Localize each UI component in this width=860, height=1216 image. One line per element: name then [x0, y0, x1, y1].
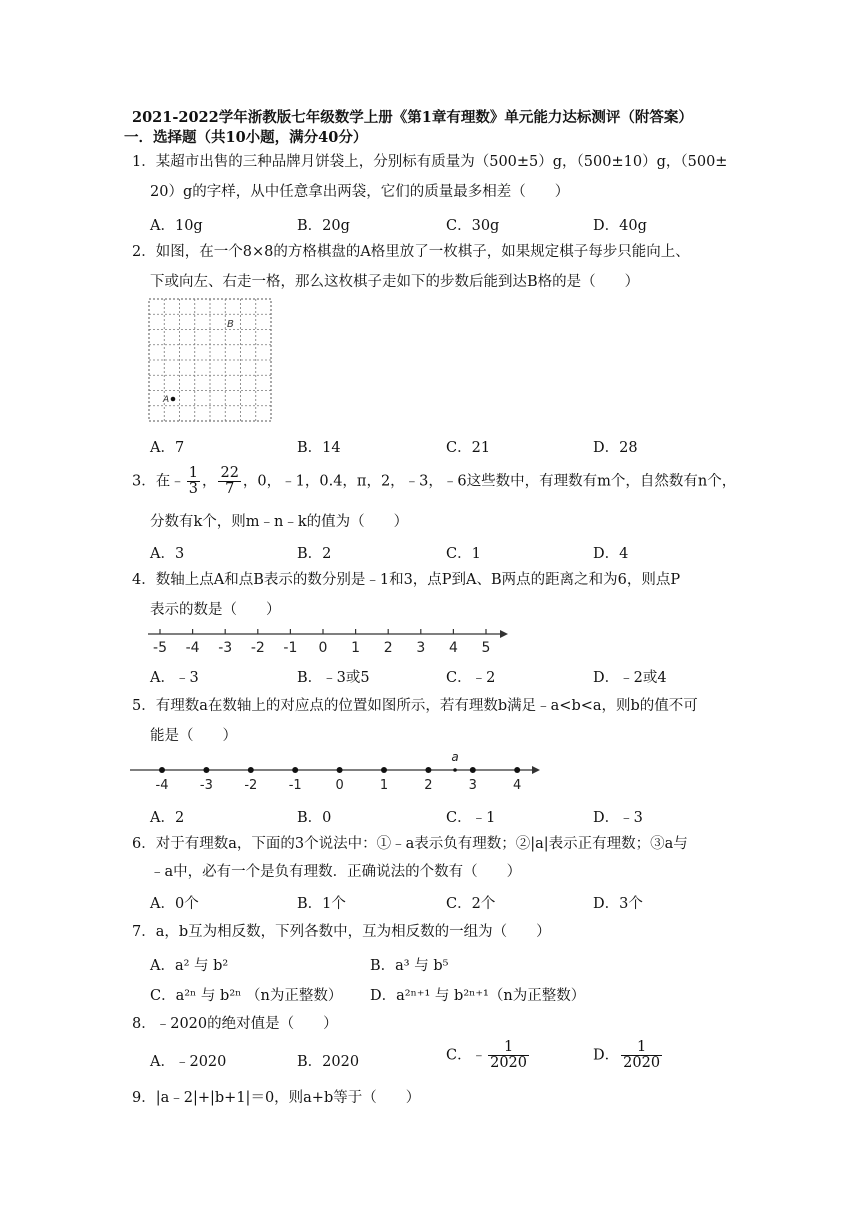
q8-option-a: A．﹣2020: [150, 1054, 227, 1070]
q8-option-d-fraction: $\frac{1}{2020}$: [623, 1039, 661, 1072]
q5-tick-dot: [159, 767, 165, 773]
q5-tick-label: -3: [199, 778, 213, 793]
q6-line2: ﹣a中，必有一个是负有理数．正确说法的个数有（ ）: [150, 864, 522, 880]
q5-line2: 能是（ ）: [150, 728, 237, 744]
q7-option-c: C．a²ⁿ 与 b²ⁿ （n为正整数）: [150, 988, 343, 1004]
q5-option-b: B．0: [297, 810, 332, 826]
q6-option-d: D．3个: [593, 896, 643, 912]
q6-option-a: A．0个: [150, 896, 199, 912]
q6-option-b: B．1个: [297, 896, 346, 912]
q5-tick-dot: [470, 767, 476, 773]
q4-tick-label: 1: [351, 640, 361, 656]
q5-option-c: C．﹣1: [446, 810, 496, 826]
q7-option-a: A．a² 与 b²: [150, 958, 229, 974]
q5-tick-label: 1: [379, 778, 389, 793]
q4-tick-label: 5: [481, 640, 491, 656]
q5-tick-dot: [514, 767, 520, 773]
q7-line1: 7．a，b互为相反数，下列各数中，互为相反数的一组为（ ）: [132, 924, 551, 940]
q2-option-c: C．21: [446, 440, 491, 456]
q5-tick-dot: [203, 767, 209, 773]
q4-option-b: B．﹣3或5: [297, 670, 370, 686]
q3-fraction-2: $\frac{22}{7}$: [220, 465, 239, 498]
q5-point-a: [453, 768, 457, 772]
q4-tick-label: 4: [448, 640, 458, 656]
q4-line2: 表示的数是（ ）: [150, 602, 281, 618]
q4-tick-label: 0: [318, 640, 328, 656]
q5-tick-label: 2: [424, 778, 433, 793]
q1-option-a: A．10g: [150, 218, 203, 234]
q4-tick-label: -5: [153, 640, 167, 656]
q5-tick-dot: [248, 767, 254, 773]
q5-option-d: D．﹣3: [593, 810, 643, 826]
q7-option-d: D．a²ⁿ⁺¹ 与 b²ⁿ⁺¹（n为正整数）: [370, 988, 586, 1004]
q6-option-c: C．2个: [446, 896, 496, 912]
q5-tick-label: 0: [335, 778, 344, 793]
q8-option-c: C．﹣ $\frac{1}{2020}$: [446, 1039, 528, 1072]
q1-line1: 1．某超市出售的三种品牌月饼袋上，分别标有质量为（500±5）g，（500±10）g，（500±: [132, 154, 728, 170]
chessboard-grid: [148, 298, 274, 424]
q9-line1: 9．|a﹣2|+|b+1|＝0，则a+b等于（ ）: [132, 1090, 421, 1106]
q1-option-b: B．20g: [297, 218, 350, 234]
q8-option-b: B．2020: [297, 1054, 360, 1070]
q4-tick-label: -3: [218, 640, 233, 656]
q8-line1: 8．﹣2020的绝对值是（ ）: [132, 1016, 338, 1032]
q5-option-a: A．2: [150, 810, 185, 826]
q7-option-b: B．a³ 与 b⁵: [370, 958, 449, 974]
q5-tick-label: -2: [244, 778, 258, 793]
document-title: 2021-2022学年浙教版七年级数学上册《第1章有理数》单元能力达标测评（附答案）: [132, 109, 693, 126]
q3-fraction-1: $\frac{1}{3}$: [188, 465, 198, 498]
q4-option-d: D．﹣2或4: [593, 670, 667, 686]
q2-line2: 下或向左、右走一格，那么这枚棋子走如下的步数后能到达B格的是（ ）: [150, 274, 640, 290]
q5-tick-label: -1: [288, 778, 302, 793]
q2-line1: 2．如图，在一个8×8的方格棋盘的A格里放了一枚棋子，如果规定棋子每步只能向上、: [132, 244, 690, 260]
q4-tick-label: -4: [185, 640, 200, 656]
q5-line1: 5．有理数a在数轴上的对应点的位置如图所示，若有理数b满足﹣a<b<a，则b的值不可: [132, 698, 698, 714]
q4-tick-label: -1: [283, 640, 298, 656]
q4-option-c: C．﹣2: [446, 670, 496, 686]
chess-piece: [171, 397, 176, 402]
q3-prefix: 3．在﹣: [132, 473, 185, 490]
q4-number-line: [146, 626, 510, 656]
grid-label-b: B: [227, 319, 234, 330]
q3-line2: 分数有k个，则m﹣n﹣k的值为（ ）: [150, 514, 409, 530]
q2-option-b: B．14: [297, 440, 341, 456]
q3-option-b: B．2: [297, 546, 332, 562]
q4-line1: 4．数轴上点A和点B表示的数分别是﹣1和3，点P到A、B两点的距离之和为6，则点P: [132, 572, 681, 588]
q5-tick-dot: [425, 767, 431, 773]
q8-option-d: D． $\frac{1}{2020}$: [593, 1039, 661, 1072]
q3-option-a: A．3: [150, 546, 185, 562]
q3-option-d: D．4: [593, 546, 629, 562]
q1-option-c: C．30g: [446, 218, 500, 234]
q4-option-a: A．﹣3: [150, 670, 199, 686]
q3-option-c: C．1: [446, 546, 481, 562]
q2-option-a: A．7: [150, 440, 185, 456]
q5-point-a-label: a: [451, 750, 459, 764]
q1-line2: 20）g的字样，从中任意拿出两袋，它们的质量最多相差（ ）: [150, 184, 570, 200]
q4-tick-label: 2: [383, 640, 393, 656]
q5-tick-dot: [292, 767, 298, 773]
q4-tick-label: 3: [416, 640, 426, 656]
q8-option-c-fraction: $\frac{1}{2020}$: [490, 1039, 528, 1072]
q3-line1: 3．在﹣ $\frac{1}{3}$ ， $\frac{22}{7}$ ，0，﹣1，0.4，π，2，﹣3，﹣6这些数中，有理数有m个，自然数有n个，: [132, 465, 737, 498]
q4-tick-label: -2: [250, 640, 265, 656]
q6-line1: 6．对于有理数a，下面的3个说法中：①﹣a表示负有理数；②|a|表示正有理数；③a与: [132, 836, 688, 852]
q5-tick-label: 4: [513, 778, 522, 793]
section-heading: 一．选择题（共10小题，满分40分）: [124, 129, 368, 146]
q2-option-d: D．28: [593, 440, 638, 456]
q5-tick-dot: [381, 767, 387, 773]
q5-tick-label: -4: [155, 778, 169, 793]
q3-rest: ，0，﹣1，0.4，π，2，﹣3，﹣6这些数中，有理数有m个，自然数有n个，: [242, 473, 737, 490]
q1-option-d: D．40g: [593, 218, 647, 234]
grid-label-a: A: [163, 395, 170, 405]
q5-tick-dot: [337, 767, 343, 773]
q5-tick-label: 3: [468, 778, 477, 793]
q5-number-line: [128, 748, 544, 794]
